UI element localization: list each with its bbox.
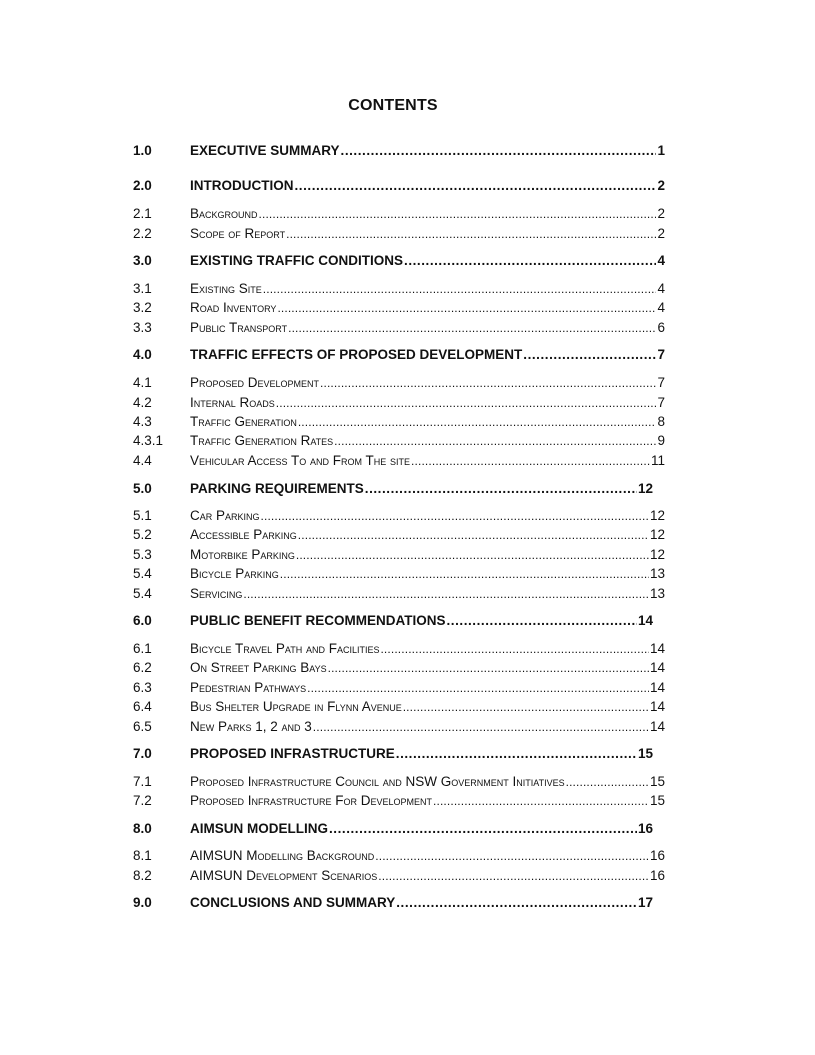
toc-entry-title: PARKING REQUIREMENTS — [190, 481, 364, 496]
toc-entry-title: EXISTING TRAFFIC CONDITIONS — [190, 253, 404, 268]
toc-entry-number: 3.0 — [133, 253, 152, 268]
toc-entry-number: 5.4 — [133, 586, 152, 601]
toc-entry-number: 6.1 — [133, 641, 152, 656]
toc-entry-number: 5.3 — [133, 547, 152, 562]
toc-entry-title: Motorbike Parking — [190, 547, 295, 562]
dot-leader — [263, 282, 657, 296]
toc-entry-title: Traffic Generation Rates — [190, 433, 334, 448]
dot-leader — [288, 321, 656, 335]
toc-entry-title: Accessible Parking — [190, 527, 297, 542]
toc-entry-title: INTRODUCTION — [190, 178, 294, 193]
toc-entry[interactable] — [133, 848, 665, 863]
toc-entry[interactable] — [133, 281, 665, 296]
toc-entry-title: Existing Site — [190, 281, 262, 296]
page-title: CONTENTS — [348, 97, 438, 114]
dot-leader — [375, 849, 649, 863]
dot-leader — [523, 347, 656, 362]
dot-leader — [404, 253, 656, 268]
toc-entry-number: 4.4 — [133, 453, 152, 468]
toc-entry-number: 6.5 — [133, 719, 152, 734]
toc-entry-page: 1 — [657, 143, 665, 158]
dot-leader — [433, 794, 649, 808]
toc-entry-page: 15 — [649, 793, 665, 808]
toc-entry[interactable] — [133, 746, 653, 761]
toc-entry-page: 2 — [657, 226, 665, 241]
dot-leader — [365, 481, 637, 496]
dot-leader — [378, 869, 649, 883]
toc-entry-page: 16 — [649, 868, 665, 883]
toc-entry-title: On Street Parking Bays — [190, 660, 327, 675]
toc-entry-page: 16 — [649, 848, 665, 863]
toc-entry[interactable] — [133, 178, 665, 193]
toc-entry-number: 8.1 — [133, 848, 152, 863]
toc-entry[interactable] — [133, 226, 665, 241]
dot-leader — [259, 207, 657, 221]
toc-entry-title: New Parks 1, 2 and 3 — [190, 719, 312, 734]
toc-entry-number: 4.3 — [133, 414, 152, 429]
dot-leader — [298, 415, 657, 429]
toc-entry-title: AIMSUN MODELLING — [190, 821, 328, 836]
toc-entry-number: 2.2 — [133, 226, 152, 241]
toc-entry-number: 3.2 — [133, 300, 152, 315]
toc-entry[interactable] — [133, 613, 653, 628]
toc-entry-number: 7.0 — [133, 746, 152, 761]
toc-entry[interactable] — [133, 641, 665, 656]
toc-entry[interactable] — [133, 868, 665, 883]
toc-entry-title: Bicycle Parking — [190, 566, 279, 581]
toc-entry[interactable] — [133, 566, 665, 581]
dot-leader — [295, 178, 657, 193]
toc-entry-page: 16 — [637, 821, 653, 836]
toc-entry-number: 5.2 — [133, 527, 152, 542]
toc-entry-title: Road Inventory — [190, 300, 277, 315]
toc-entry-number: 4.3.1 — [133, 433, 164, 448]
toc-entry-number: 7.2 — [133, 793, 152, 808]
toc-entry-number: 2.1 — [133, 206, 152, 221]
toc-entry-page: 11 — [650, 453, 665, 468]
toc-entry-page: 15 — [637, 746, 653, 761]
toc-entry-title: Public Transport — [190, 320, 288, 335]
toc-entry-page: 14 — [649, 680, 665, 695]
toc-entry-page: 2 — [657, 206, 665, 221]
toc-entry-page: 9 — [657, 433, 665, 448]
toc-entry[interactable] — [133, 680, 665, 695]
toc-entry-title: PROPOSED INFRASTRUCTURE — [190, 746, 395, 761]
toc-entry-number: 3.3 — [133, 320, 152, 335]
toc-entry-title: Vehicular Access To and From The site — [190, 453, 411, 468]
toc-entry[interactable] — [133, 527, 665, 542]
toc-entry-page: 4 — [657, 300, 665, 315]
toc-entry-title: Bus Shelter Upgrade in Flynn Avenue — [190, 699, 402, 714]
toc-entry-number: 1.0 — [133, 143, 152, 158]
toc-entry-number: 6.0 — [133, 613, 152, 628]
dot-leader — [320, 376, 656, 390]
toc-entry-number: 4.1 — [133, 375, 152, 390]
toc-entry-title: Traffic Generation — [190, 414, 297, 429]
toc-entry-title: Proposed Development — [190, 375, 320, 390]
toc-entry-title: Bicycle Travel Path and Facilities — [190, 641, 380, 656]
toc-entry-number: 8.2 — [133, 868, 152, 883]
toc-entry[interactable] — [133, 453, 665, 468]
toc-entry-title: Scope of Report — [190, 226, 286, 241]
dot-leader — [296, 548, 649, 562]
toc-entry-number: 3.1 — [133, 281, 152, 296]
toc-entry-title: CONCLUSIONS AND SUMMARY — [190, 895, 396, 910]
toc-entry[interactable] — [133, 375, 665, 390]
toc-entry[interactable] — [133, 547, 665, 562]
toc-entry-title: Car Parking — [190, 508, 260, 523]
toc-entry-page: 12 — [649, 508, 665, 523]
toc-entry-number: 6.4 — [133, 699, 152, 714]
toc-entry-page: 12 — [649, 527, 665, 542]
toc-entry-title: AIMSUN Development Scenarios — [190, 868, 378, 883]
toc-entry-page: 6 — [657, 320, 665, 335]
toc-entry[interactable] — [133, 253, 665, 268]
dot-leader — [286, 227, 656, 241]
toc-entry-title: Pedestrian Pathways — [190, 680, 307, 695]
toc-entry-title: Proposed Infrastructure Council and NSW Government Initiatives — [190, 774, 565, 789]
dot-leader — [403, 700, 649, 714]
toc-entry[interactable] — [133, 774, 665, 789]
toc-entry[interactable] — [133, 660, 665, 675]
dot-leader — [313, 720, 649, 734]
toc-entry-number: 7.1 — [133, 774, 152, 789]
toc-entry[interactable] — [133, 395, 665, 410]
toc-entry-number: 5.1 — [133, 508, 152, 523]
toc-entry-number: 6.2 — [133, 660, 152, 675]
toc-entry-title: Internal Roads — [190, 395, 275, 410]
dot-leader — [447, 613, 637, 628]
toc-entry[interactable] — [133, 320, 665, 335]
toc-entry[interactable] — [133, 347, 665, 362]
toc-entry[interactable] — [133, 719, 665, 734]
dot-leader — [307, 681, 649, 695]
toc-entry[interactable] — [133, 300, 665, 315]
toc-entry[interactable] — [133, 793, 665, 808]
dot-leader — [243, 587, 649, 601]
toc-entry-page: 17 — [637, 895, 653, 910]
toc-entry[interactable] — [133, 143, 665, 158]
toc-entry-title: Servicing — [190, 586, 243, 601]
toc-entry-page: 12 — [637, 481, 653, 496]
toc-entry[interactable] — [133, 895, 653, 910]
dot-leader — [380, 642, 649, 656]
toc-entry-number: 2.0 — [133, 178, 152, 193]
dot-leader — [396, 746, 637, 761]
dot-leader — [566, 775, 649, 789]
toc-entry-title: AIMSUN Modelling Background — [190, 848, 375, 863]
toc-entry-page: 4 — [657, 281, 665, 296]
toc-entry-page: 14 — [649, 641, 665, 656]
dot-leader — [411, 454, 650, 468]
toc-entry-page: 12 — [649, 547, 665, 562]
toc-entry-title: TRAFFIC EFFECTS OF PROPOSED DEVELOPMENT — [190, 347, 523, 362]
toc-entry[interactable] — [133, 508, 665, 523]
toc-entry[interactable] — [133, 586, 665, 601]
toc-entry-title: PUBLIC BENEFIT RECOMMENDATIONS — [190, 613, 446, 628]
toc-entry-number: 8.0 — [133, 821, 152, 836]
dot-leader — [396, 895, 637, 910]
toc-entry-page: 4 — [657, 253, 665, 268]
toc-entry-number: 4.2 — [133, 395, 152, 410]
toc-entry-page: 7 — [657, 395, 665, 410]
toc-entry-page: 13 — [649, 566, 665, 581]
dot-leader — [298, 528, 649, 542]
toc-entry-page: 8 — [657, 414, 665, 429]
toc-entry-page: 14 — [649, 660, 665, 675]
dot-leader — [261, 509, 649, 523]
dot-leader — [276, 396, 657, 410]
toc-entry-number: 5.0 — [133, 481, 152, 496]
toc-entry-page: 2 — [657, 178, 665, 193]
toc-entry-page: 13 — [649, 586, 665, 601]
toc-entry-page: 7 — [657, 375, 665, 390]
dot-leader — [280, 567, 649, 581]
dot-leader — [328, 661, 649, 675]
toc-entry[interactable] — [133, 206, 665, 221]
dot-leader — [334, 434, 656, 448]
dot-leader — [341, 143, 657, 158]
toc-entry[interactable] — [133, 699, 665, 714]
toc-entry[interactable] — [133, 481, 653, 496]
toc-entry-number: 9.0 — [133, 895, 152, 910]
toc-entry[interactable] — [133, 821, 653, 836]
toc-entry-page: 14 — [649, 699, 665, 714]
toc-entry-number: 6.3 — [133, 680, 152, 695]
toc-entry-page: 7 — [657, 347, 665, 362]
toc-entry-title: Proposed Infrastructure For Development — [190, 793, 433, 808]
toc-entry-page: 14 — [649, 719, 665, 734]
toc-entry[interactable] — [133, 414, 665, 429]
toc-entry-page: 15 — [649, 774, 665, 789]
toc-entry-title: EXECUTIVE SUMMARY — [190, 143, 340, 158]
dot-leader — [329, 821, 637, 836]
toc-entry-number: 5.4 — [133, 566, 152, 581]
dot-leader — [277, 301, 656, 315]
toc-entry-number: 4.0 — [133, 347, 152, 362]
toc-entry[interactable] — [133, 433, 665, 448]
toc-entry-page: 14 — [637, 613, 653, 628]
toc-entry-title: Background — [190, 206, 258, 221]
